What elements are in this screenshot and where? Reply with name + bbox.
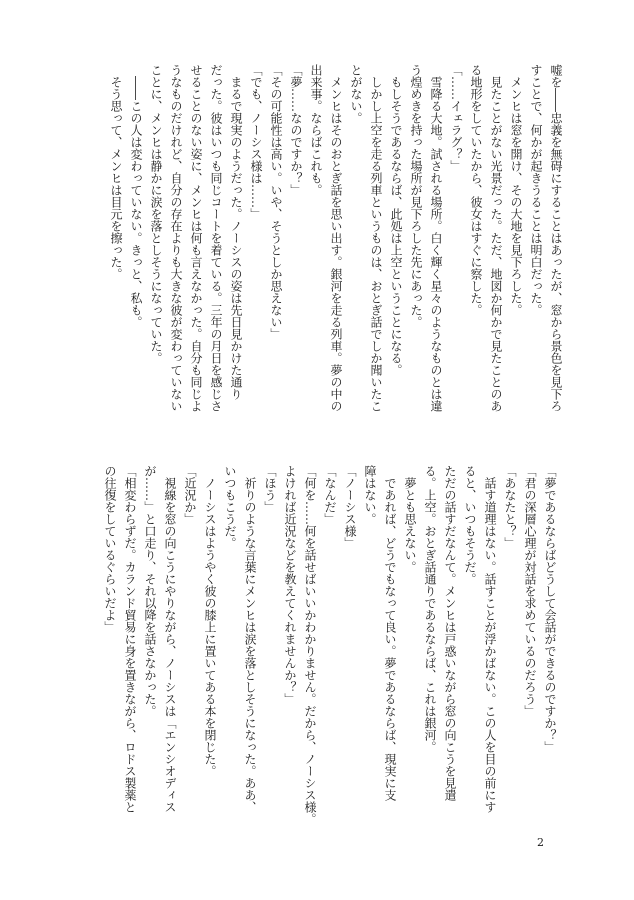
- text-line: 「ノーシス様」: [343, 465, 357, 549]
- text-line: 「ほう」: [263, 465, 277, 513]
- text-line: だった。彼はいつも同じコートを着ている。三年の月日を感じさ: [209, 64, 223, 412]
- text-line: そう思って、メンヒは目元を擦った。: [109, 64, 123, 280]
- text-line: 祈りのような言葉にメンヒは涙を落としそうになった。ああ、: [243, 465, 257, 813]
- text-line: 「夢であるならばどうして会話ができるのですか？」: [543, 465, 557, 753]
- text-line: ると、いつもそうだ。: [463, 465, 477, 585]
- lower-text-block: [103, 465, 560, 825]
- text-line: メンヒは窓を開け、その大地を見下ろした。: [509, 64, 523, 316]
- text-line: が……」と口走り、それ以降を話さなかった。: [143, 465, 157, 717]
- text-line: る地形をしていたから、彼女はすぐに察した。: [469, 64, 483, 316]
- text-line: まるで現実のようだった。ノーシスの姿は先日見かけた通り: [229, 64, 243, 400]
- text-line: ノーシスはようやく彼の膝上に置いてある本を閉じた。: [203, 465, 217, 777]
- text-line: 夢とも思えない。: [403, 465, 417, 573]
- text-line: う煌めきを持った場所が見下ろした先にあった。: [409, 64, 423, 328]
- text-line: 「何を……何を話せばいいかわかりません。だから、ノーシス様。: [303, 465, 317, 825]
- text-line: 雪降る大地。試される場所。白く輝く星々のようなものとは違: [429, 64, 443, 412]
- text-line: 「相変わらずだ。カランド貿易に身を置きながら、ロドス製薬と: [123, 465, 137, 813]
- text-line: 見たことがない光景だった。ただ、地図か何かで見たことのあ: [489, 64, 503, 412]
- text-line: ――この人は変わっていない。きっと、私も。: [129, 64, 143, 328]
- text-line: であれば、どうでもなって良い。夢であるならば、現実に支: [383, 465, 397, 801]
- text-line: 「でも、ノーシス様は……」: [249, 64, 263, 220]
- text-line: ただの話すだなんて。メンヒは戸惑いながら窓の向こうを見遣: [443, 465, 457, 801]
- text-line: よければ近況などを教えてくれませんか？」: [283, 465, 297, 705]
- text-line: いつもこうだ。: [223, 465, 237, 549]
- text-line: 話す道理はない。話すことが浮かばない。この人を目の前にす: [483, 465, 497, 813]
- text-line: すことで、何かが起きうることは明白だった。: [529, 64, 543, 316]
- text-line: 「……イェラグ？」: [449, 64, 463, 172]
- text-line: もしそうであるならば、此処は上空ということになる。: [389, 64, 403, 376]
- page-number: 2: [537, 836, 544, 849]
- text-line: の往復をしているぐらいだよ」: [103, 465, 117, 633]
- text-line: とがない。: [349, 64, 363, 124]
- text-line: しかし上空を走る列車というものは、おとぎ話でしか聞いたこ: [369, 64, 383, 412]
- text-line: 「その可能性は高い。いや、そうとしか思えない」: [269, 64, 283, 340]
- text-line: 出来事。ならばこれも。: [309, 64, 323, 196]
- text-line: メンヒはそのおとぎ話を思い出す。銀河を走る列車。夢の中の: [329, 64, 343, 412]
- text-line: 障はない。: [363, 465, 377, 525]
- text-line: 「夢……なのですか？」: [289, 64, 303, 196]
- text-line: 嘘を――忠義を無碍にすることはあったが、窓から景色を見下ろ: [549, 64, 563, 412]
- text-line: 「君の深層心理が対話を求めているのだろう」: [523, 465, 537, 717]
- text-line: せることのない姿に、メンヒは何も言えなかった。自分も同じよ: [189, 64, 203, 412]
- upper-text-block: [54, 64, 566, 412]
- text-line: 視線を窓の向こうにやりながら、ノーシスは「エンシオディス: [163, 465, 177, 813]
- text-line: る。上空。おとぎ話通りであるならば、これは銀河。: [423, 465, 437, 753]
- text-line: 「なんだ」: [323, 465, 337, 525]
- text-line: ことに、メンヒは静かに涙を落としそうになっていた。: [149, 64, 163, 364]
- text-line: うなものだけれど、自分の存在よりも大きな彼が変わっていない: [169, 64, 183, 412]
- text-line: 「近況か」: [183, 465, 197, 525]
- text-line: 「あなたと？」: [503, 465, 517, 549]
